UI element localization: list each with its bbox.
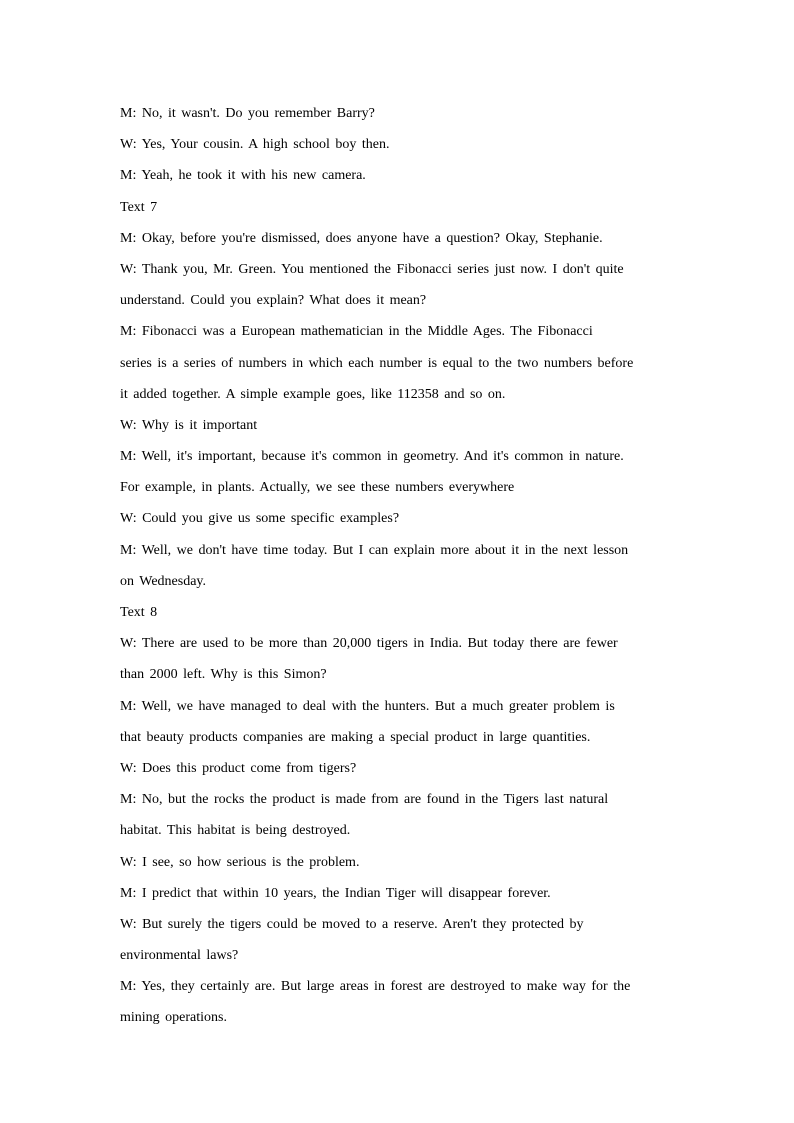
text-line: it added together. A simple example goes, like 112358 and so on. xyxy=(120,386,506,402)
text-line: M: No, but the rocks the product is made from are found in the Tigers last natural xyxy=(120,792,609,808)
text-line: W: Does this product come from tigers? xyxy=(120,760,357,776)
section-heading: Text 7 xyxy=(120,199,158,215)
text-line: than 2000 left. Why is this Simon? xyxy=(120,667,327,683)
text-line: W: Thank you, Mr. Green. You mentioned the Fibonacci series just now. I don't quite xyxy=(120,261,624,277)
text-line: M: Well, we have managed to deal with the hunters. But a much greater problem is xyxy=(120,698,615,714)
text-line: series is a series of numbers in which each number is equal to the two numbers before xyxy=(120,355,634,371)
text-line: that beauty products companies are making a special product in large quantities. xyxy=(120,729,591,745)
text-line: environmental laws? xyxy=(120,948,239,964)
text-line: on Wednesday. xyxy=(120,573,207,589)
text-line: M: Yes, they certainly are. But large areas in forest are destroyed to make way for the xyxy=(120,979,631,995)
text-line: M: Yeah, he took it with his new camera. xyxy=(120,168,366,184)
text-line: W: Why is it important xyxy=(120,417,258,433)
text-line: habitat. This habitat is being destroyed. xyxy=(120,823,351,839)
text-line: M: Well, it's important, because it's common in geometry. And it's common in nature. xyxy=(120,449,624,465)
text-line: W: Yes, Your cousin. A high school boy then. xyxy=(120,137,390,153)
text-line: mining operations. xyxy=(120,1010,227,1026)
document-page xyxy=(120,98,680,1034)
text-line: M: No, it wasn't. Do you remember Barry? xyxy=(120,106,375,121)
text-line: W: There are used to be more than 20,000 tigers in India. But today there are fewer xyxy=(120,636,618,652)
text-line: M: Well, we don't have time today. But I can explain more about it in the next lesson xyxy=(120,542,629,558)
section-heading: Text 8 xyxy=(120,605,158,620)
text-line: M: Fibonacci was a European mathematician in the Middle Ages. The Fibonacci xyxy=(120,324,593,340)
text-line: M: Okay, before you're dismissed, does anyone have a question? Okay, Stephanie. xyxy=(120,230,603,246)
text-line: For example, in plants. Actually, we see these numbers everywhere xyxy=(120,480,515,496)
text-line: M: I predict that within 10 years, the Indian Tiger will disappear forever. xyxy=(120,885,551,901)
text-line: W: I see, so how serious is the problem. xyxy=(120,854,360,870)
text-line: understand. Could you explain? What does it mean? xyxy=(120,293,427,309)
text-line: W: But surely the tigers could be moved to a reserve. Aren't they protected by xyxy=(120,916,584,932)
text-line: W: Could you give us some specific examples? xyxy=(120,511,400,527)
